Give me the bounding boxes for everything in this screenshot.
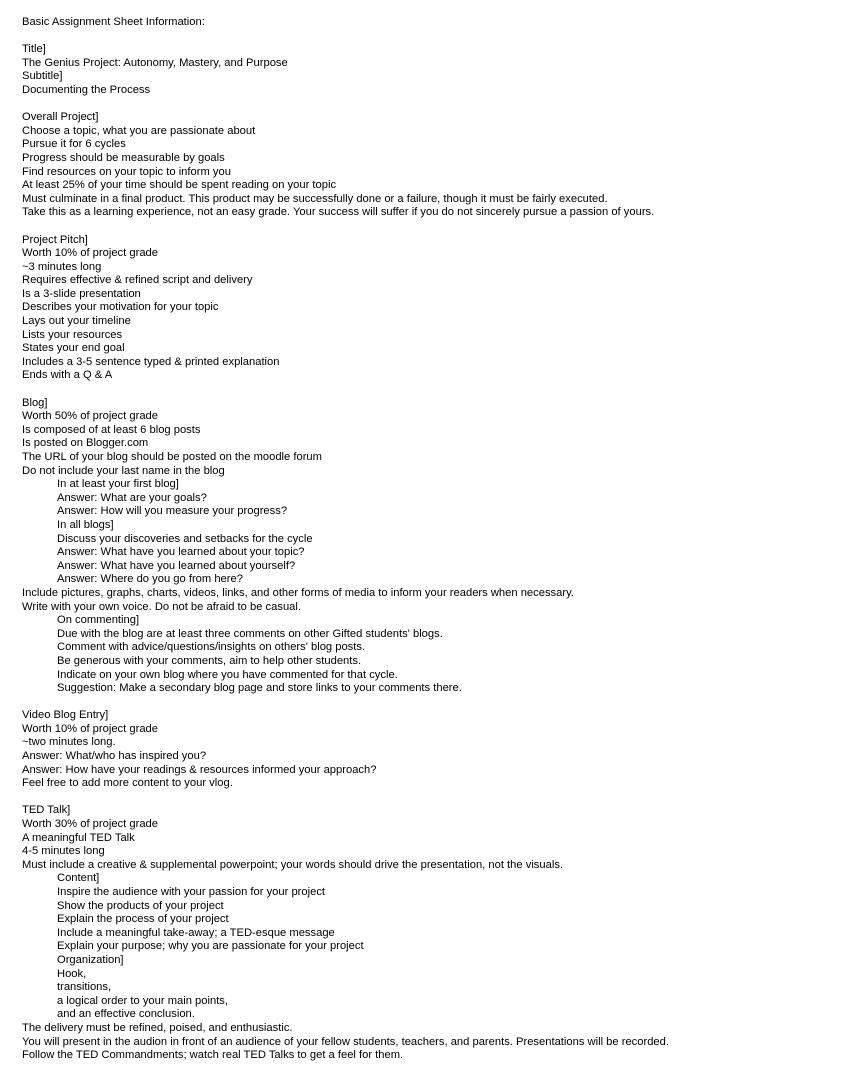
indented-line: Due with the blog are at least three comments on other Gifted students' blogs. (57, 627, 443, 640)
section-title: Title] (22, 43, 46, 56)
indented-line: Answer: Where do you go from here? (57, 573, 243, 586)
indented-line: Inspire the audience with your passion for your project (57, 886, 326, 898)
section-overall-project (22, 111, 852, 220)
text-line: Take this as a learning experience, not an easy grade. Your success will suffer if you do not sincerely pursue a passion of yours. (22, 206, 655, 219)
indented-line: Discuss your discoveries and setbacks for the cycle (57, 532, 313, 545)
indented-line: On commenting] (57, 614, 140, 627)
text-line: Documenting the Process (22, 83, 151, 96)
text-line: Describes your motivation for your topic (22, 301, 219, 314)
indented-line: Answer: What have you learned about yourself? (57, 559, 296, 572)
section-ted-talk (22, 804, 852, 1062)
assignment-document (22, 16, 852, 1063)
text-line: Requires effective & refined script and delivery (22, 274, 253, 287)
text-line: Do not include your last name in the blog (22, 464, 225, 477)
text-line: The delivery must be refined, poised, and enthusiastic. (22, 1021, 293, 1034)
section-project-pitch (22, 234, 852, 384)
text-line: At least 25% of your time should be spent reading on your topic (22, 179, 337, 192)
indented-line: Answer: How will you measure your progress? (57, 505, 288, 518)
text-line: A meaningful TED Talk (22, 831, 135, 844)
section-title (22, 43, 852, 97)
indented-line: In all blogs] (57, 518, 114, 531)
text-line: Includes a 3-5 sentence typed & printed explanation (22, 355, 280, 368)
indented-line: Answer: What are your goals? (57, 491, 207, 504)
section-title: TED Talk] (22, 804, 71, 817)
section-title: Project Pitch] (22, 233, 88, 246)
text-line: Pursue it for 6 cycles (22, 138, 126, 151)
indented-line: Indicate on your own blog where you have commented for that cycle. (57, 668, 398, 681)
section-spacer (22, 383, 852, 397)
section-spacer (22, 98, 852, 112)
text-line: Write with your own voice. Do not be afraid to be casual. (22, 600, 301, 613)
section-spacer (22, 30, 852, 44)
indented-line: Explain your purpose; why you are passionate for your project (57, 940, 364, 953)
section-spacer (22, 220, 852, 234)
text-line: Must culminate in a final product. This product may be successfully done or a failure, though it must be fairly executed. (22, 192, 608, 205)
text-line: Answer: What/who has inspired you? (22, 750, 207, 763)
text-line: Include pictures, graphs, charts, videos, links, and other forms of media to inform your readers when necessary. (22, 586, 574, 599)
indented-line: a logical order to your main points, (57, 994, 229, 1007)
indented-line: Suggestion: Make a secondary blog page and store links to your comments there. (57, 682, 462, 695)
indented-line: Content] (57, 872, 100, 885)
section-blog (22, 397, 852, 696)
text-line: States your end goal (22, 342, 125, 355)
indented-line: Show the products of your project (57, 899, 224, 912)
text-line: Worth 10% of project grade (22, 247, 158, 260)
document-heading: Basic Assignment Sheet Information: (22, 16, 205, 28)
indented-line: Hook, (57, 967, 87, 980)
indented-line: transitions, (57, 981, 112, 994)
text-line: Find resources on your topic to inform you (22, 165, 231, 178)
text-line: Worth 10% of project grade (22, 722, 158, 735)
document-sections (22, 30, 852, 1063)
section-title: Video Blog Entry] (22, 709, 109, 722)
indented-line: Include a meaningful take-away; a TED-esque message (57, 926, 335, 939)
indented-line: and an effective conclusion. (57, 1008, 195, 1021)
section-spacer (22, 791, 852, 805)
indented-line: Comment with advice/questions/insights on others' blog posts. (57, 641, 366, 654)
text-line: Answer: How have your readings & resources informed your approach? (22, 763, 377, 776)
text-line: ~two minutes long. (22, 736, 116, 749)
indented-line: Explain the process of your project (57, 913, 229, 926)
text-line: Choose a topic, what you are passionate about (22, 124, 256, 137)
text-line: Must include a creative & supplemental powerpoint; your words should drive the presentation, not the visuals. (22, 858, 564, 871)
text-line: Is posted on Blogger.com (22, 437, 149, 450)
text-line: Worth 30% of project grade (22, 818, 158, 831)
text-line: Follow the TED Commandments; watch real TED Talks to get a feel for them. (22, 1049, 404, 1062)
text-line: Subtitle] (22, 70, 63, 83)
text-line: Lists your resources (22, 328, 123, 341)
text-line: Is composed of at least 6 blog posts (22, 423, 201, 436)
text-line: Is a 3-slide presentation (22, 287, 141, 300)
text-line: Progress should be measurable by goals (22, 151, 225, 164)
text-line: The Genius Project: Autonomy, Mastery, and Purpose (22, 56, 288, 69)
section-spacer (22, 696, 852, 710)
text-line: Worth 50% of project grade (22, 410, 158, 423)
text-line: The URL of your blog should be posted on the moodle forum (22, 451, 322, 463)
section-title: Blog] (22, 396, 48, 409)
section-video-blog-entry (22, 709, 852, 791)
text-line: 4-5 minutes long (22, 845, 105, 858)
indented-line: In at least your first blog] (57, 478, 179, 491)
text-line: Feel free to add more content to your vlog. (22, 777, 233, 790)
indented-line: Organization] (57, 953, 124, 966)
text-line: Lays out your timeline (22, 315, 131, 328)
indented-line: Answer: What have you learned about your topic? (57, 546, 305, 559)
section-title: Overall Project] (22, 111, 99, 124)
text-line: You will present in the audion in front of an audience of your fellow students, teachers, and parents. Presentations will be recorded. (22, 1035, 669, 1048)
text-line: ~3 minutes long (22, 260, 102, 273)
text-line: Ends with a Q & A (22, 369, 113, 382)
indented-line: Be generous with your comments, aim to help other students. (57, 654, 362, 667)
